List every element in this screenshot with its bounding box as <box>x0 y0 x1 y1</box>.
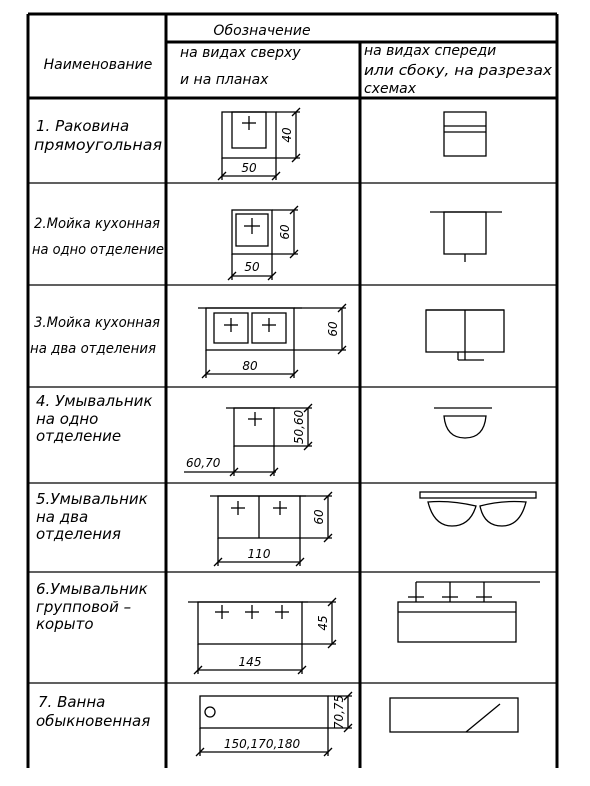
header-side-view-line3: схемах <box>364 81 417 97</box>
row3-top-view <box>198 304 346 378</box>
row4-width-dimension: 60,70 <box>186 456 221 470</box>
row3-name-line1: 3.Мойка кухонная <box>34 315 160 331</box>
header-top-view-line2: и на планах <box>180 72 269 88</box>
row1-height-dimension: 40 <box>280 127 294 143</box>
row6-name-line1: 6.Умывальник <box>36 580 148 598</box>
row6-width-dimension: 145 <box>238 655 262 669</box>
row4-height-dimension: 50,60 <box>292 409 306 445</box>
row7-name-line1: 7. Ванна <box>38 693 106 711</box>
row4-name-line1: 4. Умывальник <box>36 392 153 410</box>
header-side-view-line2: или сбоку, на разрезах <box>364 63 553 79</box>
header-name-col: Наименование <box>43 57 153 73</box>
row5-height-dimension: 60 <box>312 509 326 525</box>
row6-name-line3: корыто <box>36 615 94 633</box>
row2-front-view <box>430 212 502 262</box>
row4-name-line2: на одно <box>36 410 99 428</box>
row2-name-line1: 2.Мойка кухонная <box>34 216 160 232</box>
row3-name-line2: на два отделения <box>30 341 156 357</box>
row3-width-dimension: 80 <box>242 359 258 373</box>
row1-top-view <box>218 108 300 180</box>
row2-width-dimension: 50 <box>244 260 260 274</box>
row1-front-view <box>444 112 486 156</box>
row7-front-view <box>390 698 518 732</box>
row5-top-view <box>210 492 332 566</box>
row2-name-line2: на одно отделение <box>32 242 164 258</box>
row5-front-view <box>420 492 536 526</box>
row7-name-line2: обыкновенная <box>36 712 151 730</box>
row1-width-dimension: 50 <box>241 161 257 175</box>
row2-height-dimension: 60 <box>278 224 292 240</box>
row5-name-line2: на два <box>36 508 89 526</box>
header-side-view-line1: на видах спереди <box>364 43 497 59</box>
row5-name-line3: отделения <box>36 525 121 543</box>
row2-top-view <box>228 206 298 280</box>
header-group-title: Обозначение <box>213 23 311 39</box>
row6-name-line2: групповой – <box>36 598 132 616</box>
row3-front-view <box>426 310 504 360</box>
row6-height-dimension: 45 <box>316 615 330 631</box>
row5-name-line1: 5.Умывальник <box>36 490 148 508</box>
row4-name-line3: отделение <box>36 427 122 445</box>
row3-height-dimension: 60 <box>326 321 340 337</box>
row5-width-dimension: 110 <box>247 547 271 561</box>
row7-width-dimension: 150,170,180 <box>223 737 301 751</box>
row6-front-view <box>398 582 540 642</box>
row7-height-dimension: 70,75 <box>332 694 346 730</box>
row6-top-view <box>188 598 336 674</box>
header-top-view-line1: на видах сверху <box>180 45 301 61</box>
row1-name-line1: 1. Раковина <box>36 117 130 135</box>
row4-front-view <box>434 408 492 438</box>
row1-name-line2: прямоугольная <box>34 136 162 154</box>
